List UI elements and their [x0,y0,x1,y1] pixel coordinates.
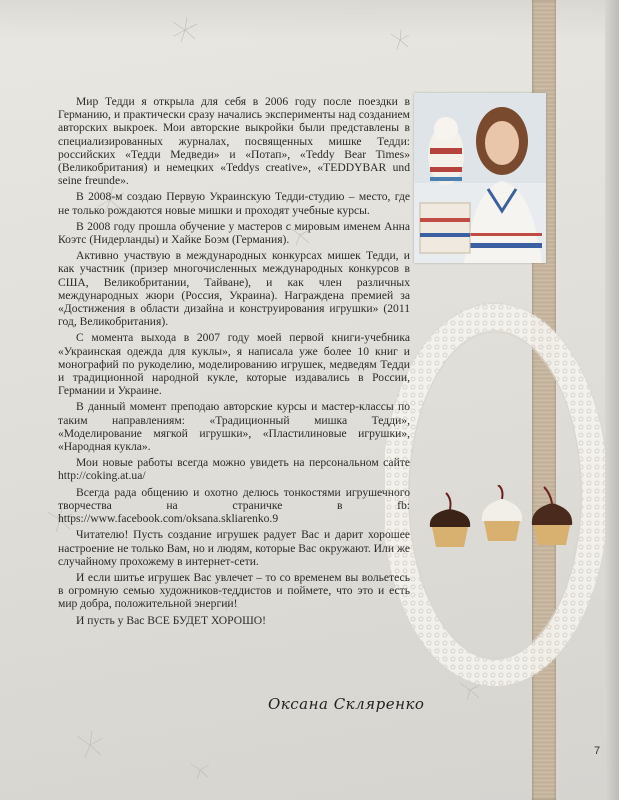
page-edge [605,0,619,800]
paragraph: И если шитье игрушек Вас увлечет – то со временем вы вольетесь в огромную семью художников-теддистов и поймете, что это и есть мир добра, положительной энергии! [58,570,410,611]
author-portrait-image [414,93,546,263]
page-shadow [0,0,619,40]
candy-dark [430,493,470,547]
paragraph: Всегда рада общению и охотно делюсь тонкостями игрушечного творчества на страничке в fb: https://www.facebook.com/oksana.skliarenko.9 [58,485,410,526]
paragraph: С момента выхода в 2007 году моей первой книги-учебника «Украинская одежда для куклы», я написала уже более 10 книг и монографий по рукоделию, моделированию игрушек, медведям Тедди и традиционной народной кукле, которые издавались в России, Германии и Украине. [58,331,410,398]
page-number: 7 [594,745,601,757]
paragraph: Активно участвую в международных конкурсах мишек Тедди, и как участник (призер многочисленных международных конкурсов в США, Великобритании, Тайване), и как член различных международных жюри (Россия, Украина). Награждена премией за «Достижения в области дизайна и конструирования игрушки» (2011 год, Великобритания). [58,249,410,329]
paragraph: В 2008-м создаю Первую Украинскую Тедди-студию – место, где не только рождаются новые мишки и проходят учебные курсы. [58,190,410,217]
author-signature: Оксана Скляренко [268,695,425,713]
paragraph: В 2008 году прошла обучение у мастеров с мировым именем Анна Коэтс (Нидерланды) и Хайке Боэм (Германия). [58,219,410,247]
author-photo [414,93,546,263]
candy-milk [532,487,572,545]
paragraph: И пусть у Вас ВСЕ БУДЕТ ХОРОШО! [76,613,267,627]
paragraph: Мои новые работы всегда можно увидеть на персональном сайте http://coking.at.ua/ [58,456,410,483]
paragraph: В данный момент преподаю авторские курсы и мастер-классы по таким направлениям: «Традиционный мишка Тедди», «Моделирование мягкой игрушки», «Пластилиновые игрушки», «Народная кукла». [58,400,410,454]
candy-white [482,485,522,541]
paragraph: Мир Тедди я открыла для себя в 2006 году после поездки в Германию, и практически сразу начались эксперименты над созданием авторских выкроек. Мои авторские выкройки были представлены в специализированных журналах, посвященных мишке Тедди: российских «Тедди Медведи» и «Потап», «Teddy Bear Times» (Великобритания) и немецких «Teddys creative», «TEDDYBAR und seine freunde». [58,95,410,188]
author-biography [58,95,410,630]
paragraph: Читателю! Пусть создание игрушек радует Вас и дарит хорошее настроение не только Вам, но и людям, которые Вас окружают. Или же случайному прохожему в интернет-сети. [58,528,410,568]
chocolate-candies-image [420,485,585,555]
